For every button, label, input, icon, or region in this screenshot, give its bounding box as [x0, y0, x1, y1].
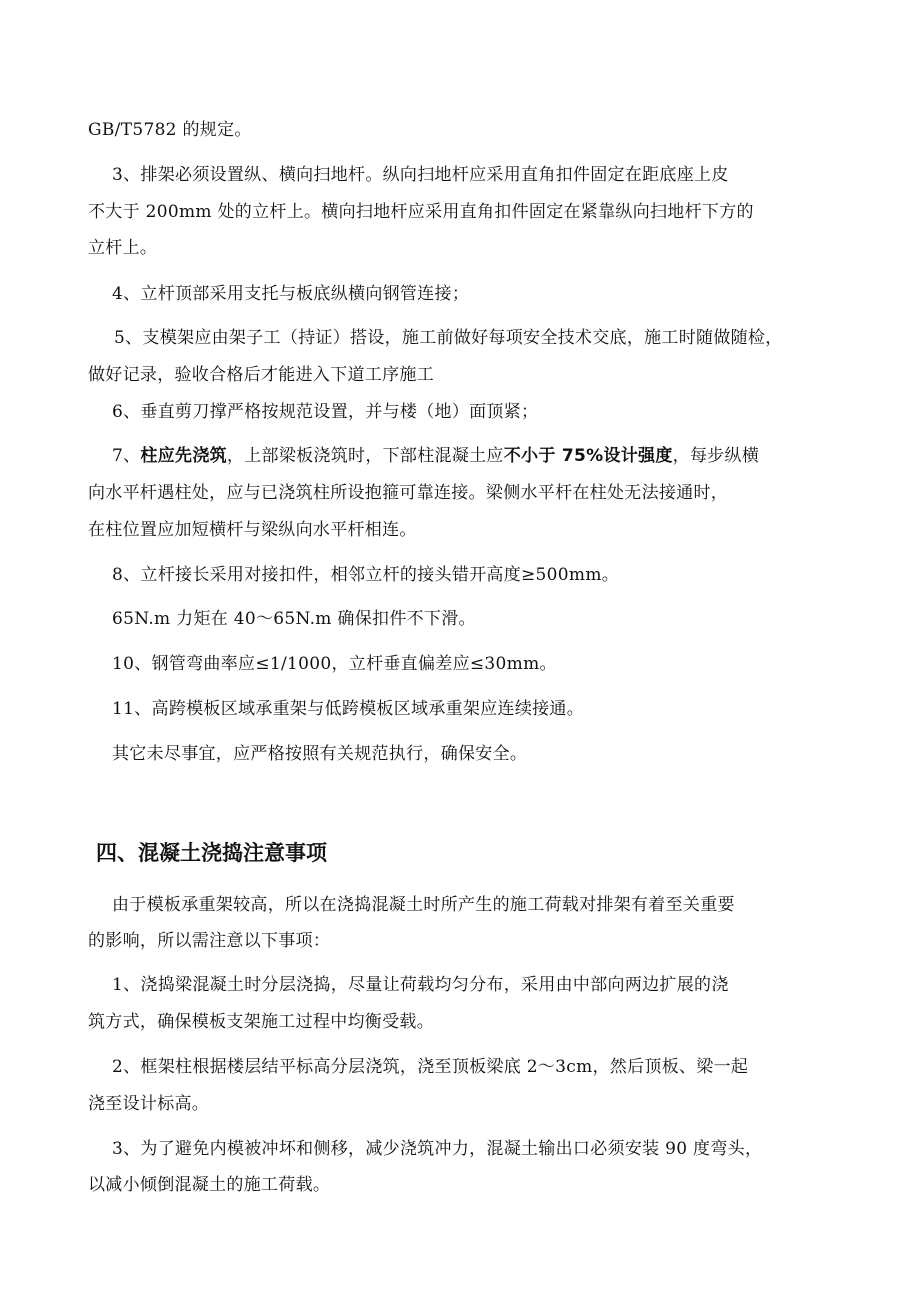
item3-line3: 立杆上。 — [88, 238, 158, 258]
section4-intro-line1: 由于模板承重架较高，所以在浇捣混凝土时所产生的施工荷载对排架有着至关重要 — [112, 895, 735, 915]
section4-item1-line2: 筑方式，确保模板支架施工过程中均衡受载。 — [88, 1012, 434, 1032]
section4-intro-line2: 的影响，所以需注意以下事项： — [88, 931, 331, 951]
closing-line: 其它未尽事宜，应严格按照有关规范执行，确保安全。 — [112, 744, 528, 764]
item7-bold-strength: 不小于 75%设计强度 — [503, 446, 673, 466]
item7-bold-columns-first: 柱应先浇筑 — [140, 446, 227, 466]
section4-item3-line1: 3、为了避免内模被冲坏和侧移，减少浇筑冲力，混凝土输出口必须安装 90 度弯头， — [112, 1139, 763, 1159]
section4-heading: 四、混凝土浇捣注意事项 — [96, 841, 327, 865]
section4-item3-line2: 以减小倾倒混凝土的施工荷载。 — [88, 1175, 331, 1195]
section4-item1-line1: 1、浇捣梁混凝土时分层浇捣，尽量让荷载均匀分布，采用由中部向两边扩展的浇 — [112, 975, 729, 995]
section4-item2-line2: 浇至设计标高。 — [88, 1094, 210, 1114]
item7-text-b: ，每步纵横 — [672, 446, 760, 466]
item9-line: 65N.m 力矩在 40～65N.m 确保扣件不下滑。 — [112, 609, 476, 629]
item8-line: 8、立杆接长采用对接扣件，相邻立杆的接头错开高度≥500mm。 — [112, 565, 620, 585]
item5-line2: 做好记录，验收合格后才能进入下道工序施工 — [88, 365, 434, 385]
item4-line: 4、立杆顶部采用支托与板底纵横向钢管连接； — [112, 284, 470, 304]
item7-line2: 向水平杆遇柱处，应与已浇筑柱所设抱箍可靠连接。梁侧水平杆在柱处无法接通时， — [88, 483, 729, 503]
item5-line1: 5、支模架应由架子工（持证）搭设，施工前做好每项安全技术交底，施工时随做随检， — [114, 328, 783, 348]
section4-item2-line1: 2、框架柱根据楼层结平标高分层浇筑，浇至顶板梁底 2～3cm，然后顶板、梁一起 — [112, 1057, 749, 1077]
item7-text-a: ，上部梁板浇筑时，下部柱混凝土应 — [226, 446, 504, 466]
item3-line2: 不大于 200mm 处的立杆上。横向扫地杆应采用直角扣件固定在紧靠纵向扫地杆下方的 — [88, 202, 754, 222]
item11-line: 11、高跨模板区域承重架与低跨模板区域承重架应连续接通。 — [112, 699, 585, 719]
text-line-gb-standard: GB/T5782 的规定。 — [88, 120, 252, 140]
item7-line1 — [112, 444, 833, 468]
item7-line3: 在柱位置应加短横杆与梁纵向水平杆相连。 — [88, 520, 417, 540]
item10-line: 10、钢管弯曲率应≤1/1000，立杆垂直偏差应≤30mm。 — [112, 654, 557, 674]
item3-line1: 3、排架必须设置纵、横向扫地杆。纵向扫地杆应采用直角扣件固定在距底座上皮 — [112, 165, 729, 185]
item6-line: 6、垂直剪刀撑严格按规范设置，并与楼（地）面顶紧； — [112, 402, 539, 422]
item7-number: 7、 — [112, 446, 141, 466]
